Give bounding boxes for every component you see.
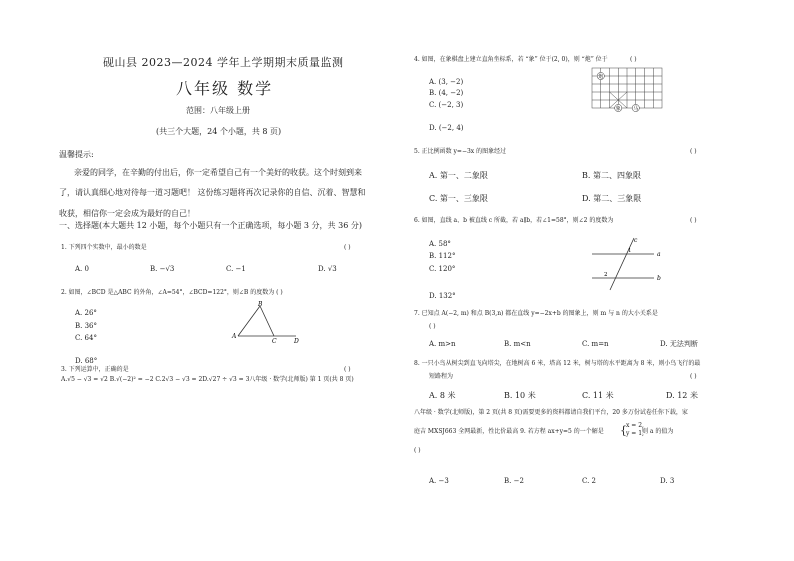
option-a: A. −3 [429,477,449,485]
option-a: A. (3, −2) [429,78,464,86]
option-d: D. (−2, 4) [429,124,464,132]
question-stem: 4. 如图，在象棋盘上建立直角坐标系，若 “象” 位于(2, 0)，则 “炮” 位于 [414,56,608,63]
option-d: D. 第二、三象限 [582,194,642,203]
answer-paren: ( ) [344,244,351,251]
question-stem: 8. 一只小鸟从树尖到直飞向塔尖，在地树高 6 米，塔高 12 米，树与塔的水平距离为 8 米，则小鸟飞行的最 [414,360,701,367]
question-stem: 5. 正比例函数 y=−3x 的图象经过 [414,148,507,155]
equation-system-top: x = 2, [626,422,644,429]
question-stem-cont: 则 a 的值为 [642,428,674,435]
option-b: B. 112° [429,252,456,260]
answer-paren: ( ) [630,56,637,63]
question-stem: 3. 下列运算中，正确的是 [61,366,129,373]
option-b: B. 36° [75,322,98,330]
option-c: C. 第一、三象限 [429,194,488,203]
chess-piece-label: 炮 [598,74,604,80]
option-b: B. −2 [504,477,524,485]
option-a: A. m>n [429,340,456,348]
point-label-a: A [232,333,237,340]
chess-piece-label: 马 [633,106,639,112]
tips-line: 收获，相信你一定会成为最好的自己！ [59,209,195,218]
question-stem: 1. 下列四个实数中，最小的数是 [61,244,147,251]
option-b: B. m<n [504,340,531,348]
option-b: B. (4, −2) [429,89,464,97]
option-d: D. 3 [660,477,675,485]
option-c: C. 2 [582,477,597,485]
option-c: C. (−2, 3) [429,101,464,109]
option-b: B. 第二、四象限 [582,171,641,180]
answer-paren: ( ) [429,323,436,330]
triangle-diagram [228,300,308,344]
answer-paren: ( ) [414,447,421,454]
option-c: C. m=n [582,340,609,348]
chessboard-diagram [588,64,666,112]
option-b: B. 10 米 [504,391,536,400]
option-a: A. 58° [429,240,451,248]
option-d: D. 68° [75,357,98,365]
exam-subject: 八年级 数学 [176,79,274,98]
option-a: A. 第一、二象限 [429,171,488,180]
tips-line: 亲爱的同学，在辛勤的付出后，你一定希望自己有一个美好的收获。这个时刻到来 [74,168,362,177]
option-d: D. 无法判断 [660,340,698,348]
point-label-c: C [272,338,277,344]
answer-paren: ( ) [690,373,697,380]
option-d: D. 12 米 [666,391,698,400]
option-d: D. 132° [429,292,456,300]
answer-paren: ( ) [690,217,697,224]
question-stem: 6. 如图，直线 a、b 被直线 c 所截，若 a∥b，若∠1=58°，则∠2 的度数为 [414,217,614,224]
section-heading: 一、选择题(本大题共 12 小题，每个小题只有一个正确选项，每小题 3 分，共 36 分) [59,221,362,230]
equation-system-bottom: y = 1, [626,430,644,437]
line-label-a: a [657,251,661,258]
option-a: A. 8 米 [429,391,456,400]
parallel-lines-diagram [588,236,668,294]
option-c: C. −1 [226,265,246,273]
question-stem: 八年级 · 数学(北师版)，第 2 页(共 8 页)需要更多的资料都请自我们平台，20 多万份试卷任你下载，家 [414,409,688,416]
question-options-line: A.√5 − √3 = √2 B.√(−2)² = −2 C.2√3 − √3 = 2D.√27 ÷ √3 = 3八年级 · 数学(北师版) 第 1 页(共 8 页) [61,376,354,383]
option-c: C. 11 米 [582,391,614,400]
option-a: A. 0 [75,265,89,273]
exam-title: 砚山县 2023—2024 学年上学期期末质量监测 [103,56,344,69]
exam-summary: (共三个大题，24 个小题，共 8 页) [156,127,282,136]
exam-scope: 范围：八年级上册 [186,106,250,115]
question-stem-cont: 庭吉 MXSJ663 全网最新，性比价最高 9. 若方程 ax+y=5 的一个解是 [414,428,604,435]
option-b: B. −√3 [150,265,175,273]
angle-label-1: 1 [628,248,632,254]
option-d: D. √3 [318,265,337,273]
answer-paren: ( ) [344,366,351,373]
question-stem-cont: 短路程为 [429,373,454,380]
option-c: C. 64° [75,334,97,342]
angle-label-2: 2 [604,272,608,278]
option-a: A. 26° [75,309,97,317]
tips-line: 了，请认真细心地对待每一道习题吧！ 这份练习题将再次记录你的自信、沉着、智慧和 [59,188,366,197]
chess-piece-label: 象 [615,106,621,112]
point-label-b: B [258,301,263,308]
question-stem: 7. 已知点 A(−2, m) 和点 B(3,n) 都在直线 y=−2x+b 的图象上，则 m 与 n 的大小关系是 [414,310,658,317]
line-label-c: c [634,237,638,244]
line-label-b: b [657,275,661,282]
question-stem: 2. 如图，∠BCD 是△ABC 的外角，∠A=54°，∠BCD=122°，则∠B 的度数为 ( ) [61,289,283,296]
point-label-d: D [294,338,299,344]
option-c: C. 120° [429,265,456,273]
answer-paren: ( ) [690,148,697,155]
tips-heading: 温馨提示: [59,150,94,159]
equation-brace: { [620,424,627,437]
